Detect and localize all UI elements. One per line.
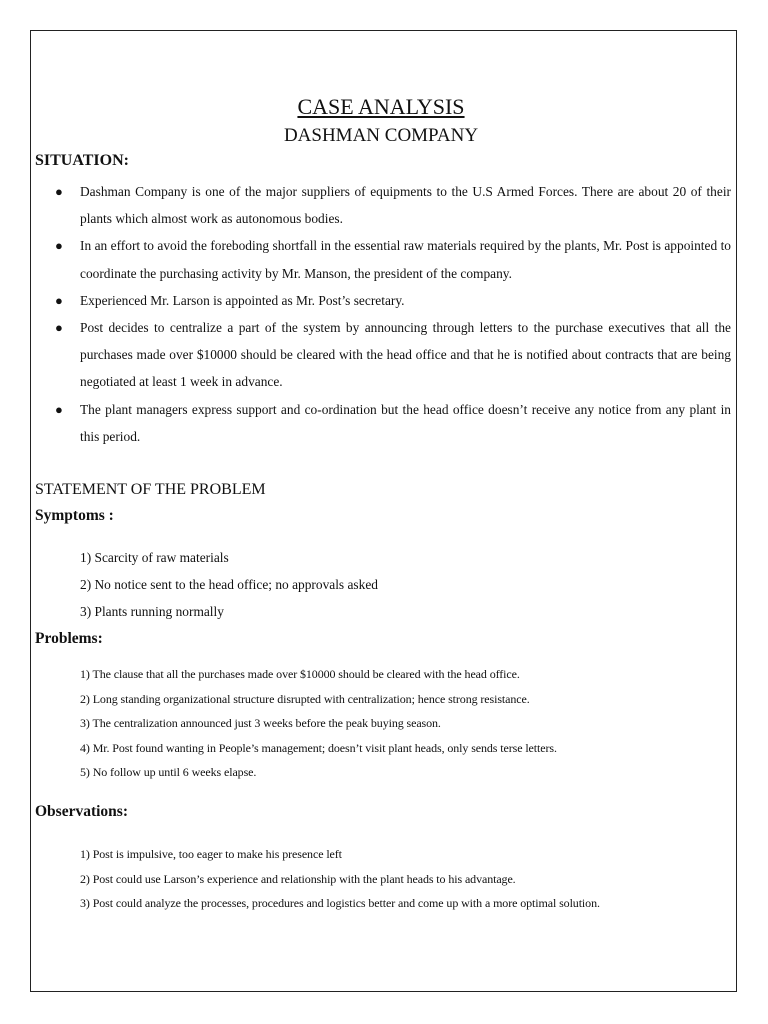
bullet-icon: ●: [55, 238, 63, 254]
document-subtitle: DASHMAN COMPANY: [283, 125, 479, 146]
bullet-icon: ●: [55, 320, 63, 336]
problem-item: 5) No follow up until 6 weeks elapse.: [80, 765, 257, 779]
problems-heading: Problems:: [35, 630, 103, 647]
situation-bullet: [55, 314, 731, 396]
observation-item: 3) Post could analyze the processes, procedures and logistics better and come up with a more optimal solution.: [80, 896, 600, 910]
situation-heading: SITUATION:: [35, 152, 129, 169]
bullet-icon: ●: [55, 292, 63, 308]
bullet-text: Dashman Company is one of the major suppliers of equipments to the U.S Armed Forces. There are about 20 of their plants which almost work as autonomous bodies.: [80, 184, 731, 227]
bullet-icon: ●: [55, 184, 63, 199]
bullet-text: The plant managers express support and co-ordination but the head office doesn’t receive any notice from any plant in this period.: [80, 401, 731, 444]
bullet-icon: ●: [55, 401, 63, 417]
observation-item: 1) Post is impulsive, too eager to make his presence left: [80, 847, 342, 861]
problem-statement-heading: STATEMENT OF THE PROBLEM: [35, 481, 266, 498]
bullet-text: Post decides to centralize a part of the system by announcing through letters to the purchase executives that all the purchases made over $10000 should be cleared with the head office and that he is notified about contracts that are being negotiated at least 1 week in advance.: [80, 320, 731, 390]
observations-list: [80, 842, 600, 916]
situation-bullet: [55, 287, 731, 314]
situation-bullet-list: [55, 178, 731, 450]
problem-item: 1) The clause that all the purchases made over $10000 should be cleared with the head office.: [80, 667, 520, 681]
symptom-item: 2) No notice sent to the head office; no approvals asked: [80, 577, 378, 592]
symptom-item: 3) Plants running normally: [80, 604, 224, 619]
observations-heading: Observations:: [35, 803, 128, 820]
problem-item: 2) Long standing organizational structure disrupted with centralization; hence strong resistance.: [80, 691, 530, 706]
symptom-item: 1) Scarcity of raw materials: [80, 550, 229, 565]
problem-item: 4) Mr. Post found wanting in People’s management; doesn’t visit plant heads, only sends terse letters.: [80, 740, 557, 755]
symptoms-list: [80, 544, 378, 625]
situation-bullet: [55, 232, 731, 286]
situation-bullet: [55, 178, 731, 232]
situation-bullet: [55, 396, 731, 450]
problem-item: 3) The centralization announced just 3 weeks before the peak buying season.: [80, 716, 441, 730]
document-title: CASE ANALYSIS: [297, 94, 465, 119]
bullet-text: In an effort to avoid the foreboding shortfall in the essential raw materials required by the plants, Mr. Post is appointed to coordinate the purchasing activity by Mr. Manson, the president of the company.: [80, 238, 731, 281]
observation-item: 2) Post could use Larson’s experience and relationship with the plant heads to his advantage.: [80, 871, 516, 886]
bullet-text: Experienced Mr. Larson is appointed as Mr. Post’s secretary.: [80, 292, 405, 308]
symptoms-heading: Symptoms :: [35, 507, 114, 524]
problems-list: [80, 662, 557, 785]
